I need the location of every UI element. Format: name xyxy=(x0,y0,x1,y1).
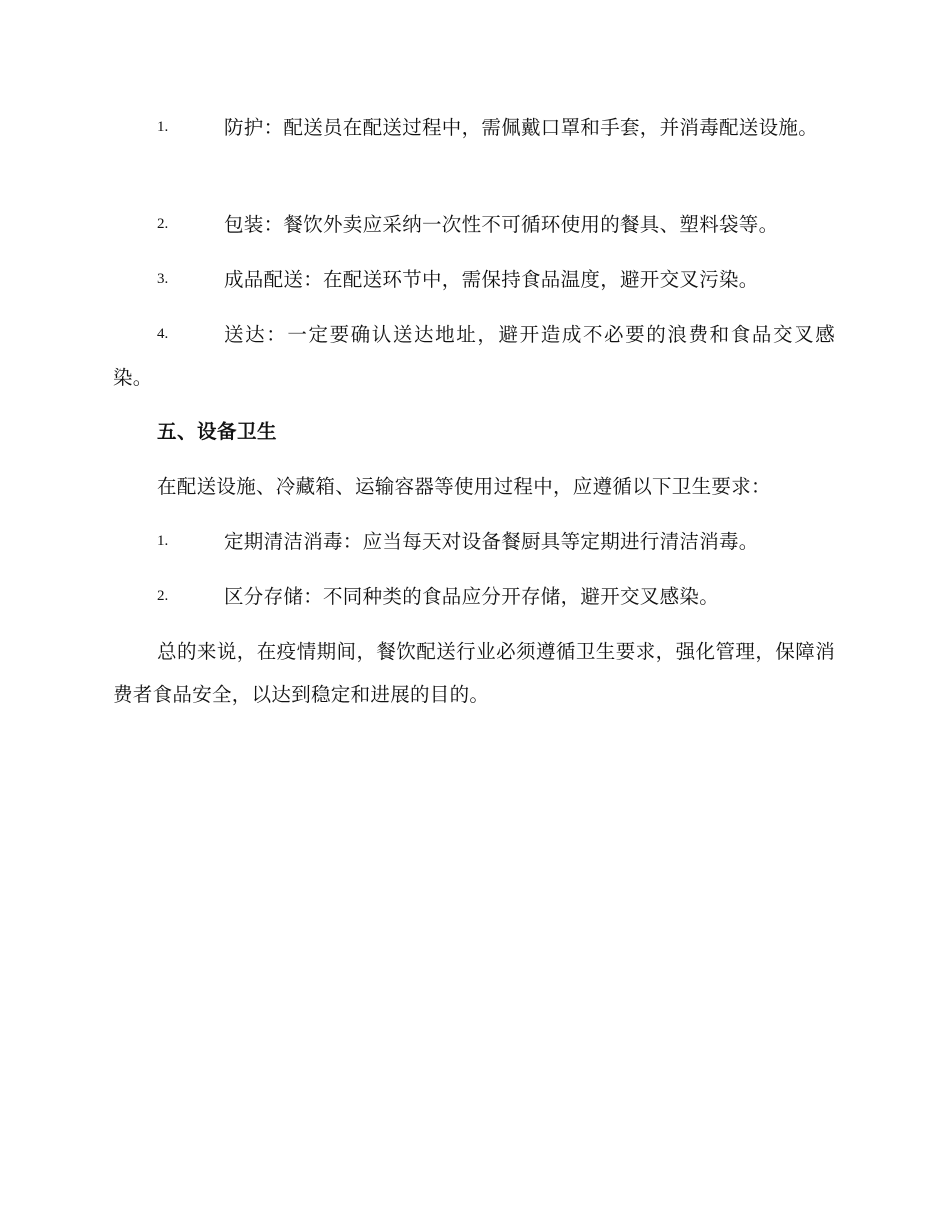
list-text: 区分存储：不同种类的食品应分开存储，避开交叉感染。 xyxy=(224,585,720,608)
list-text: 包装：餐饮外卖应采纳一次性不可循环使用的餐具、塑料袋等。 xyxy=(224,213,779,236)
list-text: 送达：一定要确认送达地址，避开造成不必要的浪费和食品交叉感染。 xyxy=(113,323,835,389)
list-item xyxy=(113,575,835,618)
section-heading: 五、设备卫生 xyxy=(157,420,278,443)
list-number: 1. xyxy=(157,533,169,549)
section-intro: 在配送设施、冷藏箱、运输容器等使用过程中，应遵循以下卫生要求： xyxy=(157,475,771,498)
list-text: 成品配送：在配送环节中，需保持食品温度，避开交叉污染。 xyxy=(224,268,759,291)
conclusion-paragraph: 总的来说，在疫情期间，餐饮配送行业必须遵循卫生要求，强化管理，保障消费者食品安全，以达到稳定和进展的目的。 xyxy=(113,640,835,706)
list-number: 1. xyxy=(157,119,169,135)
list-item xyxy=(113,203,835,246)
list-number: 4. xyxy=(157,326,169,342)
list-text: 防护：配送员在配送过程中，需佩戴口罩和手套，并消毒配送设施。 xyxy=(224,116,819,139)
list-number: 2. xyxy=(157,588,169,604)
list-item xyxy=(113,106,835,149)
list-item xyxy=(113,258,835,301)
list-item xyxy=(113,520,835,563)
list-number: 2. xyxy=(157,216,169,232)
list-item xyxy=(113,313,835,399)
list-number: 3. xyxy=(157,271,169,287)
list-text: 定期清洁消毒：应当每天对设备餐厨具等定期进行清洁消毒。 xyxy=(224,530,759,553)
